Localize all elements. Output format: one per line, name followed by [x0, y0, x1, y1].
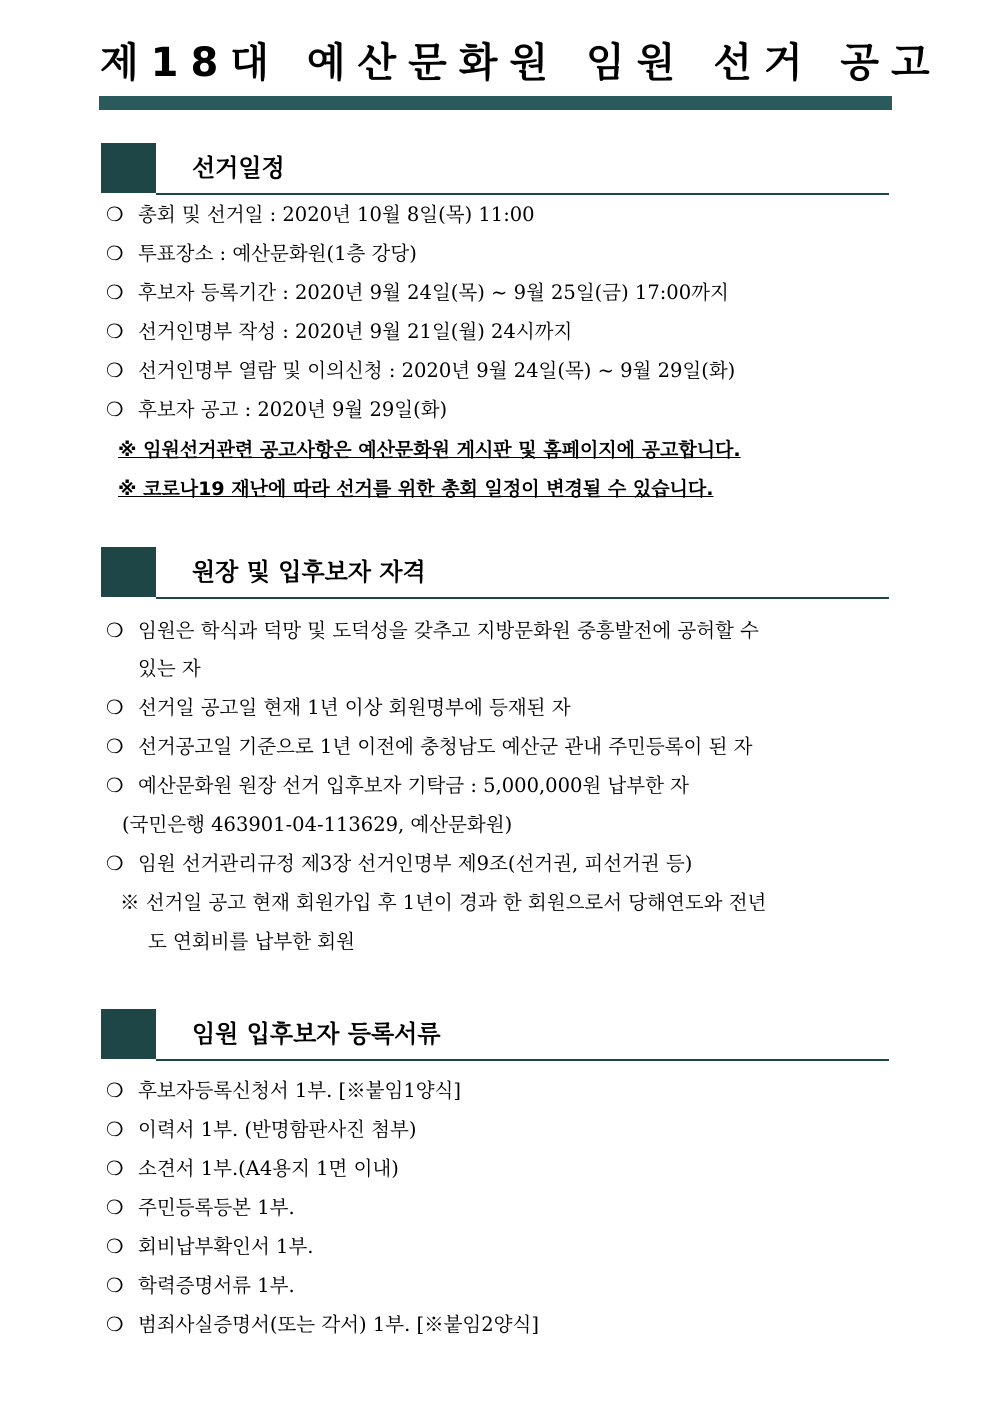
section-marker-block: [101, 1009, 156, 1059]
list-item: ❍ 총회 및 선거일 : 2020년 10월 8일(목) 11:00: [106, 200, 896, 230]
section-underline: [156, 597, 889, 599]
circle-bullet-icon: ❍: [106, 852, 124, 875]
list-item: ❍ 소견서 1부.(A4용지 1면 이내): [106, 1154, 896, 1184]
list-item: ❍ 후보자 등록기간 : 2020년 9월 24일(목) ~ 9월 25일(금) 17:00까지: [106, 278, 896, 308]
circle-bullet-icon: ❍: [106, 203, 124, 226]
list-item: ❍ 임원 선거관리규정 제3장 선거인명부 제9조(선거권, 피선거권 등): [106, 849, 896, 879]
circle-bullet-icon: ❍: [106, 1157, 124, 1180]
circle-bullet-icon: ❍: [106, 1313, 124, 1336]
list-item: ❍ 임원은 학식과 덕망 및 도덕성을 갖추고 지방문화원 중흥발전에 공허할 수: [106, 616, 896, 646]
notice-text: ※ 임원선거관련 공고사항은 예산문화원 게시판 및 홈페이지에 공고합니다.: [118, 439, 741, 461]
circle-bullet-icon: ❍: [106, 320, 124, 343]
section-header-schedule: [99, 143, 889, 195]
note-text: ※ 선거일 공고 현재 회원가입 후 1년이 경과 한 회원으로서 당해연도와 전년: [120, 891, 767, 914]
title-underline-bar: [99, 96, 892, 110]
circle-bullet-icon: ❍: [106, 1118, 124, 1141]
list-item: ❍ 선거인명부 작성 : 2020년 9월 21일(월) 24시까지: [106, 317, 896, 347]
section-marker-block: [101, 143, 156, 193]
bank-account-info: (국민은행 463901-04-113629, 예산문화원): [122, 813, 513, 836]
circle-bullet-icon: ❍: [106, 1235, 124, 1258]
section-marker-block: [101, 547, 156, 597]
list-item: ❍ 범죄사실증명서(또는 각서) 1부. [※붙임2양식]: [106, 1310, 896, 1340]
section-title: 원장 및 입후보자 자격: [192, 558, 426, 586]
section-header-qualification: [99, 547, 889, 599]
list-item: ❍ 선거인명부 열람 및 이의신청 : 2020년 9월 24일(목) ~ 9월 29일(화): [106, 356, 896, 386]
note-text-continuation: 도 연회비를 납부한 회원: [148, 930, 355, 953]
circle-bullet-icon: ❍: [106, 1196, 124, 1219]
circle-bullet-icon: ❍: [106, 619, 124, 642]
circle-bullet-icon: ❍: [106, 735, 124, 758]
list-item: ❍ 선거일 공고일 현재 1년 이상 회원명부에 등재된 자: [106, 693, 896, 723]
circle-bullet-icon: ❍: [106, 696, 124, 719]
list-item: ❍ 후보자 공고 : 2020년 9월 29일(화): [106, 395, 896, 425]
list-item: ❍ 선거공고일 기준으로 1년 이전에 충청남도 예산군 관내 주민등록이 된 자: [106, 732, 896, 762]
notice-text: ※ 코로나19 재난에 따라 선거를 위한 총회 일정이 변경될 수 있습니다.: [118, 478, 714, 500]
list-item-continuation: 있는 자: [138, 657, 201, 680]
list-item: ❍ 학력증명서류 1부.: [106, 1271, 896, 1301]
list-item: ❍ 회비납부확인서 1부.: [106, 1232, 896, 1262]
page-title: 제18대 예산문화원 임원 선거 공고: [100, 40, 942, 86]
list-item: ❍ 투표장소 : 예산문화원(1층 강당): [106, 239, 896, 269]
circle-bullet-icon: ❍: [106, 1079, 124, 1102]
circle-bullet-icon: ❍: [106, 1274, 124, 1297]
section-underline: [156, 193, 889, 195]
section-underline: [156, 1059, 889, 1061]
circle-bullet-icon: ❍: [106, 774, 124, 797]
list-item: ❍ 주민등록등본 1부.: [106, 1193, 896, 1223]
circle-bullet-icon: ❍: [106, 398, 124, 421]
list-item: ❍ 이력서 1부. (반명함판사진 첨부): [106, 1115, 896, 1145]
circle-bullet-icon: ❍: [106, 281, 124, 304]
section-title: 선거일정: [192, 154, 285, 182]
section-header-documents: [99, 1009, 889, 1061]
circle-bullet-icon: ❍: [106, 359, 124, 382]
list-item: ❍ 예산문화원 원장 선거 입후보자 기탁금 : 5,000,000원 납부한 자: [106, 771, 896, 801]
circle-bullet-icon: ❍: [106, 242, 124, 265]
list-item: ❍ 후보자등록신청서 1부. [※붙임1양식]: [106, 1076, 896, 1106]
section-title: 임원 입후보자 등록서류: [192, 1020, 441, 1048]
